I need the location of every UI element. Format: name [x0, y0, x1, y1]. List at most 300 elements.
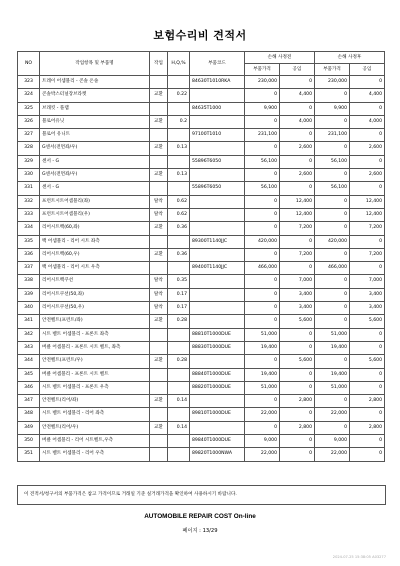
table-row [18, 395, 385, 408]
cell-no: 338 [18, 275, 40, 288]
cell-code [190, 315, 245, 328]
cell-part-price-after: 56,100 [315, 182, 350, 195]
cell-hq [168, 408, 190, 421]
cell-part-price-before: 56,100 [245, 155, 280, 168]
cell-work: 교환 [150, 421, 168, 434]
table-row [18, 341, 385, 354]
cell-labor-after: 0 [350, 182, 385, 195]
cell-part-price-after: 0 [315, 89, 350, 102]
cell-hq: 0.14 [168, 395, 190, 408]
estimate-table [17, 51, 385, 462]
cell-part-price-before: 231,100 [245, 129, 280, 142]
cell-work: 교환 [150, 169, 168, 182]
table-row [18, 195, 385, 208]
cell-no: 350 [18, 435, 40, 448]
table-row [18, 235, 385, 248]
cell-part-price-after: 0 [315, 142, 350, 155]
table-row [18, 248, 385, 261]
cell-labor-after: 0 [350, 262, 385, 275]
cell-item: 안전벨트(프런트/좌) [40, 315, 150, 328]
table-row [18, 315, 385, 328]
cell-no: 331 [18, 182, 40, 195]
cell-part-price-before: 0 [245, 421, 280, 434]
cell-no: 339 [18, 288, 40, 301]
table-row [18, 208, 385, 221]
cell-labor-after: 7,000 [350, 275, 385, 288]
cell-item: 시트 벨트 어셈블리 - 프론트 좌측 [40, 328, 150, 341]
cell-no: 326 [18, 115, 40, 128]
cell-hq: 0.62 [168, 195, 190, 208]
cell-labor-after: 5,600 [350, 315, 385, 328]
cell-labor-before: 7,200 [280, 248, 315, 261]
header-before-group: 손해 사정전 [245, 52, 315, 64]
cell-part-price-before: 0 [245, 288, 280, 301]
cell-code [190, 169, 245, 182]
cell-part-price-after: 51,000 [315, 381, 350, 394]
cell-labor-before: 0 [280, 381, 315, 394]
cell-item: 리어시트백쿠션 [40, 275, 150, 288]
cell-part-price-before: 0 [245, 395, 280, 408]
cell-labor-after: 12,400 [350, 208, 385, 221]
cell-hq: 0.2 [168, 115, 190, 128]
cell-hq [168, 328, 190, 341]
cell-labor-before: 0 [280, 76, 315, 89]
cell-code: 84630T1010RKA [190, 76, 245, 89]
cell-hq [168, 235, 190, 248]
cell-code [190, 115, 245, 128]
cell-hq: 0.17 [168, 302, 190, 315]
cell-no: 334 [18, 222, 40, 235]
table-row [18, 368, 385, 381]
cell-labor-after: 0 [350, 102, 385, 115]
page-number: 페이지 : 13/29 [182, 528, 218, 534]
cell-hq [168, 435, 190, 448]
cell-hq: 0.35 [168, 275, 190, 288]
cell-labor-after: 2,800 [350, 421, 385, 434]
cell-labor-after: 0 [350, 341, 385, 354]
cell-part-price-before: 0 [245, 302, 280, 315]
cell-code: 89810T1000DUE [190, 408, 245, 421]
cell-part-price-after: 22,000 [315, 408, 350, 421]
cell-hq: 0.22 [168, 89, 190, 102]
cell-work: 탈착 [150, 208, 168, 221]
cell-labor-before: 0 [280, 408, 315, 421]
cell-code [190, 248, 245, 261]
cell-hq [168, 102, 190, 115]
header-no: NO [18, 52, 40, 76]
cell-part-price-before: 0 [245, 275, 280, 288]
cell-code: 89400T1140JJC [190, 262, 245, 275]
cell-labor-after: 3,400 [350, 288, 385, 301]
cell-part-price-before: 19,400 [245, 341, 280, 354]
price-notice: 이 견적서/청구서의 부품가격은 참고 가격이므로 거래일 기준 실거래가격을 확인하여 사용하시기 바랍니다. [17, 485, 386, 505]
cell-hq [168, 76, 190, 89]
cell-part-price-after: 19,400 [315, 368, 350, 381]
cell-part-price-after: 0 [315, 248, 350, 261]
cell-item: 버클 어셈블리 - 프론트 시트 벨트 [40, 368, 150, 381]
cell-work [150, 76, 168, 89]
cell-code: 89300T1140JJC [190, 235, 245, 248]
cell-work: 탈착 [150, 275, 168, 288]
cell-labor-before: 2,800 [280, 421, 315, 434]
cell-work: 탈착 [150, 195, 168, 208]
table-row [18, 142, 385, 155]
cell-part-price-before: 0 [245, 89, 280, 102]
cell-work: 탈착 [150, 288, 168, 301]
cell-work [150, 381, 168, 394]
cell-work [150, 341, 168, 354]
cell-labor-before: 0 [280, 182, 315, 195]
cell-code [190, 302, 245, 315]
cell-part-price-after: 420,000 [315, 235, 350, 248]
cell-labor-after: 4,000 [350, 115, 385, 128]
cell-labor-after: 2,800 [350, 395, 385, 408]
cell-item: 시트 벨트 어셈블리 - 리어 우측 [40, 448, 150, 461]
cell-labor-before: 2,800 [280, 395, 315, 408]
cell-no: 351 [18, 448, 40, 461]
table-row [18, 129, 385, 142]
header-item: 작업항목 및 부품명 [40, 52, 150, 76]
cell-labor-after: 0 [350, 381, 385, 394]
cell-part-price-after: 9,900 [315, 102, 350, 115]
cell-item: 버클 어셈블리 - 프론트 시트 벨트, 좌측 [40, 341, 150, 354]
cell-item: 프런트시트어셈블리(좌) [40, 195, 150, 208]
cell-item: 백 어셈블리 - 리어 시트 좌측 [40, 235, 150, 248]
table-row [18, 89, 385, 102]
cell-labor-before: 0 [280, 235, 315, 248]
cell-item: 안전벨트(프런트/우) [40, 355, 150, 368]
cell-part-price-before: 230,000 [245, 76, 280, 89]
cell-labor-after: 0 [350, 368, 385, 381]
cell-no: 325 [18, 102, 40, 115]
cell-work [150, 129, 168, 142]
cell-work: 교환 [150, 315, 168, 328]
cell-code: 97100T1010 [190, 129, 245, 142]
cell-no: 336 [18, 248, 40, 261]
cell-no: 346 [18, 381, 40, 394]
cell-part-price-before: 0 [245, 248, 280, 261]
table-row [18, 275, 385, 288]
cell-labor-before: 0 [280, 155, 315, 168]
header-labor-after: 공임 [350, 64, 385, 76]
cell-part-price-before: 0 [245, 142, 280, 155]
table-row [18, 182, 385, 195]
cell-code: 55896T6050 [190, 182, 245, 195]
cell-labor-before: 2,600 [280, 169, 315, 182]
cell-part-price-before: 19,400 [245, 368, 280, 381]
cell-labor-after: 0 [350, 129, 385, 142]
cell-work: 교환 [150, 142, 168, 155]
cell-part-price-after: 0 [315, 195, 350, 208]
cell-hq: 0.28 [168, 315, 190, 328]
cell-hq: 0.13 [168, 142, 190, 155]
cell-item: 버클 어셈블리 - 리어 시트벨트,우측 [40, 435, 150, 448]
header-code: 부품코드 [190, 52, 245, 76]
cell-labor-before: 0 [280, 102, 315, 115]
cell-labor-before: 4,400 [280, 89, 315, 102]
cell-hq [168, 129, 190, 142]
cell-labor-before: 12,400 [280, 195, 315, 208]
cell-part-price-before: 0 [245, 115, 280, 128]
cell-item: 시트 벨트 어셈블리 - 리어 좌측 [40, 408, 150, 421]
table-body [18, 76, 385, 462]
cell-work: 교환 [150, 115, 168, 128]
cell-labor-before: 5,600 [280, 315, 315, 328]
cell-no: 348 [18, 408, 40, 421]
cell-part-price-after: 0 [315, 208, 350, 221]
cell-code: 88840T1000DUE [190, 368, 245, 381]
cell-code: 88810T1000DUE [190, 328, 245, 341]
cell-labor-after: 0 [350, 155, 385, 168]
cell-labor-before: 3,400 [280, 288, 315, 301]
cell-item: 리어시트백(60,좌) [40, 222, 150, 235]
cell-item: 센서 - G [40, 182, 150, 195]
cell-hq [168, 155, 190, 168]
cell-item: 센서 - G [40, 155, 150, 168]
cell-labor-after: 4,400 [350, 89, 385, 102]
header-part-price-after: 부품가격 [315, 64, 350, 76]
cell-part-price-after: 22,000 [315, 448, 350, 461]
table-row [18, 421, 385, 434]
cell-labor-before: 2,600 [280, 142, 315, 155]
cell-no: 324 [18, 89, 40, 102]
cell-work: 교환 [150, 248, 168, 261]
header-part-price-before: 부품가격 [245, 64, 280, 76]
cell-code: 88820T1000DUE [190, 381, 245, 394]
cell-item: 리어시트백(60,우) [40, 248, 150, 261]
cell-labor-after: 3,400 [350, 302, 385, 315]
cell-item: 브래킷 - 플랩 [40, 102, 150, 115]
cell-no: 342 [18, 328, 40, 341]
table-row [18, 381, 385, 394]
cell-labor-after: 0 [350, 328, 385, 341]
cell-work: 교환 [150, 89, 168, 102]
cell-labor-after: 0 [350, 235, 385, 248]
cell-code: 89840T1000DUE [190, 435, 245, 448]
table-row [18, 102, 385, 115]
cell-part-price-after: 9,000 [315, 435, 350, 448]
cell-code [190, 395, 245, 408]
cell-work [150, 262, 168, 275]
cell-labor-before: 0 [280, 368, 315, 381]
cell-item: 트레이 어셈블리 - 콘솔 온솔 [40, 76, 150, 89]
cell-no: 323 [18, 76, 40, 89]
cell-part-price-after: 0 [315, 115, 350, 128]
header-work: 작업 [150, 52, 168, 76]
cell-hq: 0.36 [168, 248, 190, 261]
cell-part-price-before: 9,900 [245, 102, 280, 115]
cell-labor-after: 5,600 [350, 355, 385, 368]
table-row [18, 222, 385, 235]
cell-code: 88830T1000DUE [190, 341, 245, 354]
cell-hq [168, 381, 190, 394]
cell-no: 345 [18, 368, 40, 381]
cell-part-price-after: 466,000 [315, 262, 350, 275]
cell-hq [168, 262, 190, 275]
cell-part-price-after: 0 [315, 222, 350, 235]
header-hq: H,Q,% [168, 52, 190, 76]
cell-labor-after: 0 [350, 76, 385, 89]
cell-code [190, 222, 245, 235]
cell-work [150, 182, 168, 195]
cell-part-price-after: 0 [315, 275, 350, 288]
table-row [18, 169, 385, 182]
cell-work [150, 235, 168, 248]
table-row [18, 328, 385, 341]
cell-hq: 0.13 [168, 169, 190, 182]
cell-labor-after: 12,400 [350, 195, 385, 208]
page-title: 보험수리비 견적서 [153, 29, 247, 42]
cell-no: 328 [18, 142, 40, 155]
cell-item: 블로어 유니트 [40, 129, 150, 142]
cell-labor-before: 0 [280, 341, 315, 354]
cell-part-price-before: 420,000 [245, 235, 280, 248]
cell-code [190, 208, 245, 221]
cell-work [150, 328, 168, 341]
cell-code: 84635T1000 [190, 102, 245, 115]
cell-hq [168, 448, 190, 461]
table-row [18, 302, 385, 315]
cell-labor-before: 0 [280, 435, 315, 448]
cell-part-price-after: 0 [315, 315, 350, 328]
cell-item: 블로어유닛 [40, 115, 150, 128]
cell-part-price-before: 9,000 [245, 435, 280, 448]
cell-part-price-before: 56,100 [245, 182, 280, 195]
cell-work: 교환 [150, 395, 168, 408]
table-row [18, 288, 385, 301]
cell-labor-after: 0 [350, 435, 385, 448]
cell-hq: 0.62 [168, 208, 190, 221]
cell-part-price-before: 22,000 [245, 408, 280, 421]
cell-part-price-before: 0 [245, 222, 280, 235]
cell-labor-after: 0 [350, 448, 385, 461]
cell-work: 교환 [150, 222, 168, 235]
cell-labor-before: 12,400 [280, 208, 315, 221]
table-row [18, 448, 385, 461]
cell-work [150, 448, 168, 461]
cell-no: 327 [18, 129, 40, 142]
cell-code [190, 195, 245, 208]
cell-item: 프런트시트어셈블리(우) [40, 208, 150, 221]
cell-labor-before: 7,000 [280, 275, 315, 288]
cell-labor-before: 0 [280, 328, 315, 341]
cell-item: G센서(전면좌/우) [40, 169, 150, 182]
cell-part-price-before: 51,000 [245, 381, 280, 394]
cell-hq: 0.14 [168, 421, 190, 434]
cell-no: 330 [18, 169, 40, 182]
cell-item: 리어시트쿠션(50,좌) [40, 288, 150, 301]
cell-no: 347 [18, 395, 40, 408]
cell-no: 337 [18, 262, 40, 275]
cell-labor-before: 3,400 [280, 302, 315, 315]
cell-hq [168, 182, 190, 195]
cell-code [190, 288, 245, 301]
cell-hq [168, 341, 190, 354]
cell-labor-after: 0 [350, 408, 385, 421]
cell-code: 89820T1000NWA [190, 448, 245, 461]
cell-work: 탈착 [150, 302, 168, 315]
cell-item: 시트 벨트 어셈블리 - 프론트 우측 [40, 381, 150, 394]
table-row [18, 115, 385, 128]
cell-labor-before: 5,600 [280, 355, 315, 368]
cell-labor-before: 4,000 [280, 115, 315, 128]
cell-item: 안전벨트(리어/우) [40, 421, 150, 434]
cell-work [150, 102, 168, 115]
cell-labor-before: 0 [280, 262, 315, 275]
cell-code [190, 275, 245, 288]
cell-no: 343 [18, 341, 40, 354]
cell-code [190, 142, 245, 155]
cell-part-price-after: 230,000 [315, 76, 350, 89]
cell-part-price-after: 0 [315, 169, 350, 182]
cell-part-price-before: 0 [245, 355, 280, 368]
cell-part-price-before: 0 [245, 208, 280, 221]
cell-labor-after: 2,600 [350, 169, 385, 182]
cell-part-price-after: 19,400 [315, 341, 350, 354]
print-stamp: 2024-07-25 15:38:05 A03277 [332, 555, 386, 559]
cell-item: 콘솔박스터널장브라켓 [40, 89, 150, 102]
cell-part-price-before: 0 [245, 315, 280, 328]
cell-labor-before: 7,200 [280, 222, 315, 235]
cell-no: 333 [18, 208, 40, 221]
cell-item: 리어시트쿠션(50,우) [40, 302, 150, 315]
cell-no: 335 [18, 235, 40, 248]
cell-hq: 0.28 [168, 355, 190, 368]
cell-part-price-before: 22,000 [245, 448, 280, 461]
cell-labor-after: 7,200 [350, 248, 385, 261]
cell-no: 341 [18, 315, 40, 328]
cell-part-price-before: 0 [245, 169, 280, 182]
table-row [18, 155, 385, 168]
cell-work: 교환 [150, 355, 168, 368]
cell-labor-after: 7,200 [350, 222, 385, 235]
cell-labor-before: 0 [280, 129, 315, 142]
cell-part-price-before: 51,000 [245, 328, 280, 341]
cell-no: 340 [18, 302, 40, 315]
table-row [18, 76, 385, 89]
footer-title: AUTOMOBILE REPAIR COST On-line [144, 513, 256, 520]
cell-no: 344 [18, 355, 40, 368]
cell-code [190, 355, 245, 368]
cell-hq: 0.17 [168, 288, 190, 301]
cell-labor-after: 2,600 [350, 142, 385, 155]
cell-code [190, 89, 245, 102]
cell-hq [168, 368, 190, 381]
cell-work [150, 155, 168, 168]
cell-part-price-after: 0 [315, 302, 350, 315]
cell-no: 329 [18, 155, 40, 168]
table-row [18, 262, 385, 275]
cell-part-price-before: 466,000 [245, 262, 280, 275]
table-row [18, 355, 385, 368]
cell-code: 55896T6050 [190, 155, 245, 168]
table-row [18, 408, 385, 421]
cell-part-price-after: 0 [315, 395, 350, 408]
header-after-group: 손해 사정후 [315, 52, 385, 64]
cell-part-price-after: 51,000 [315, 328, 350, 341]
cell-part-price-after: 0 [315, 355, 350, 368]
cell-work [150, 408, 168, 421]
cell-no: 332 [18, 195, 40, 208]
cell-part-price-after: 231,100 [315, 129, 350, 142]
cell-part-price-after: 0 [315, 421, 350, 434]
cell-labor-before: 0 [280, 448, 315, 461]
cell-part-price-after: 56,100 [315, 155, 350, 168]
cell-part-price-after: 0 [315, 288, 350, 301]
cell-hq: 0.36 [168, 222, 190, 235]
cell-no: 349 [18, 421, 40, 434]
table-row [18, 435, 385, 448]
